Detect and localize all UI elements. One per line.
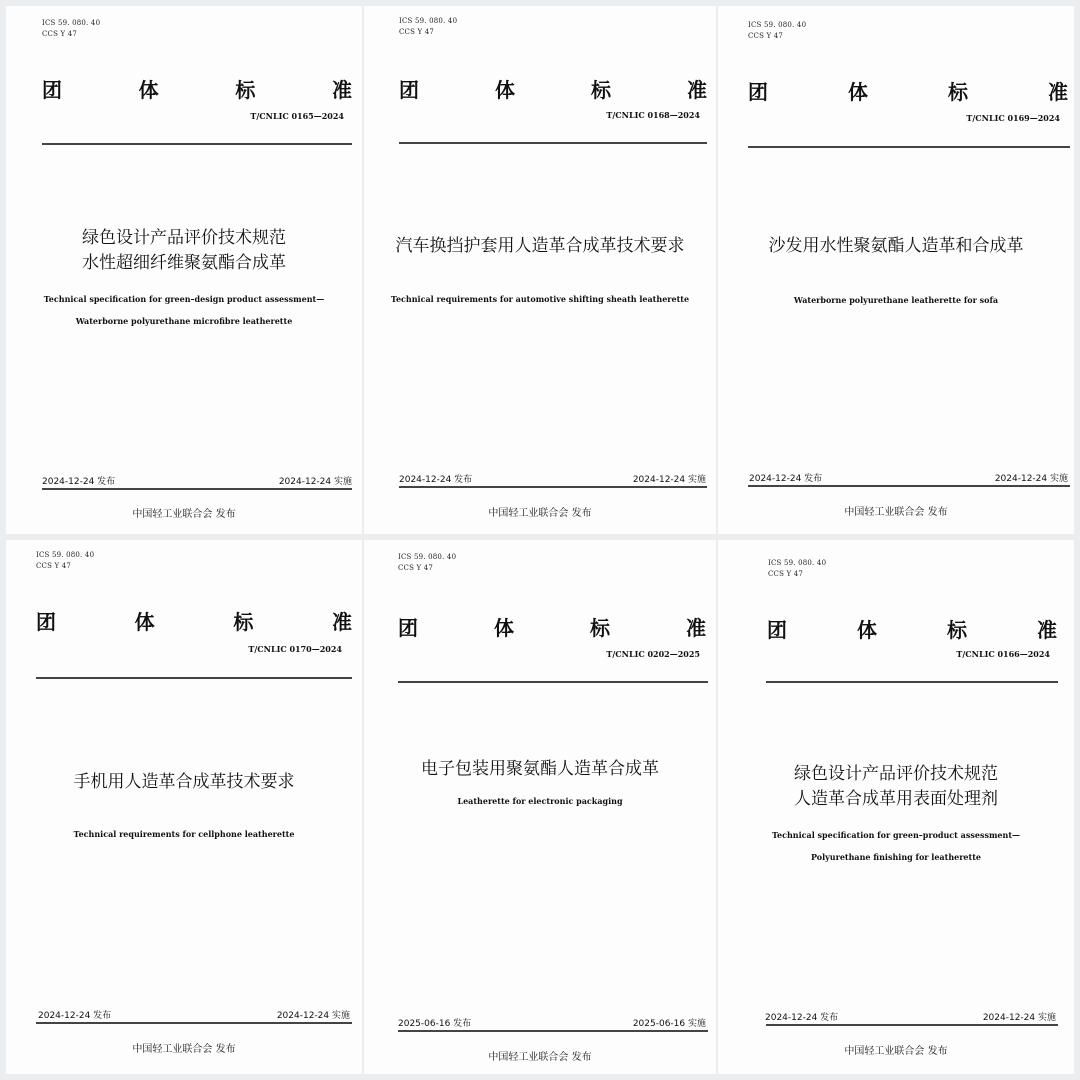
- ccs-code: CCS Y 47: [748, 32, 784, 40]
- chinese-title: 电子包装用聚氨酯人造革合成革: [421, 759, 659, 779]
- standard-cover-0169: [718, 6, 1074, 534]
- standard-number: T/CNLIC 0169—2024: [966, 113, 1060, 123]
- standard-number: T/CNLIC 0165—2024: [250, 111, 344, 121]
- ics-code: ICS 59. 080. 40: [399, 17, 458, 25]
- issuer: 中国轻工业联合会 发布: [844, 507, 948, 518]
- english-title: Technical specification for green–design product assessment— Waterborne polyurethane microfibre leatherette: [43, 294, 325, 326]
- issuer: 中国轻工业联合会 发布: [132, 1044, 236, 1055]
- group-standard-heading: 团 体 标 准: [36, 610, 352, 634]
- group-standard-heading: 团 体 标 准: [748, 80, 1068, 104]
- publish-date: 2024-12-24 发布: [399, 475, 473, 485]
- standard-cover-0168: [364, 6, 716, 534]
- header-divider: [398, 681, 708, 683]
- issuer: 中国轻工业联合会 发布: [844, 1046, 948, 1057]
- footer-divider: [399, 486, 707, 488]
- classification-codes: [768, 558, 826, 580]
- standard-cover-0165: [6, 6, 362, 534]
- issuer: 中国轻工业联合会 发布: [488, 1052, 592, 1063]
- effective-date: 2024-12-24 实施: [994, 474, 1068, 484]
- standard-number: T/CNLIC 0202—2025: [606, 649, 700, 659]
- english-title: Waterborne polyurethane leatherette for sofa: [793, 295, 999, 305]
- header-divider: [399, 142, 707, 144]
- issuer: 中国轻工业联合会 发布: [488, 508, 592, 519]
- footer-divider: [748, 485, 1070, 487]
- group-standard-heading: 团 体 标 准: [399, 78, 707, 102]
- standard-number: T/CNLIC 0170—2024: [248, 644, 342, 654]
- publish-date: 2024-12-24 发布: [749, 474, 823, 484]
- header-divider: [36, 677, 352, 679]
- ccs-code: CCS Y 47: [399, 28, 435, 36]
- english-title: Technical requirements for automotive shifting sheath leatherette: [390, 294, 690, 304]
- effective-date: 2024-12-24 实施: [632, 475, 706, 485]
- classification-codes: [399, 16, 457, 38]
- standard-cover-0170: [6, 540, 362, 1074]
- publish-date: 2024-12-24 发布: [38, 1011, 112, 1021]
- effective-date: 2024-12-24 实施: [276, 1011, 350, 1021]
- effective-date: 2024-12-24 实施: [982, 1013, 1056, 1023]
- header-divider: [748, 146, 1070, 148]
- english-title: Leatherette for electronic packaging: [457, 796, 623, 806]
- header-divider: [766, 681, 1058, 683]
- ccs-code: CCS Y 47: [42, 30, 78, 38]
- ccs-code: CCS Y 47: [768, 570, 804, 578]
- ccs-code: CCS Y 47: [398, 564, 434, 572]
- standard-cover-0202: [364, 540, 716, 1074]
- standard-number: T/CNLIC 0166—2024: [956, 649, 1050, 659]
- chinese-title: 绿色设计产品评价技术规范 水性超细纤维聚氨酯合成革: [82, 228, 286, 273]
- group-standard-heading: 团 体 标 准: [398, 616, 706, 640]
- english-title: Technical specification for green–product assessment— Polyurethane finishing for leatherette: [771, 830, 1021, 862]
- chinese-title: 绿色设计产品评价技术规范 人造革合成革用表面处理剂: [794, 764, 998, 809]
- issuer: 中国轻工业联合会 发布: [132, 509, 236, 520]
- classification-codes: [36, 550, 94, 572]
- group-standard-heading: 团 体 标 准: [767, 618, 1057, 642]
- english-title: Technical requirements for cellphone leatherette: [73, 829, 295, 839]
- classification-codes: [42, 18, 100, 40]
- classification-codes: [398, 552, 456, 574]
- ics-code: ICS 59. 080. 40: [748, 21, 807, 29]
- footer-divider: [398, 1030, 708, 1032]
- footer-divider: [766, 1024, 1058, 1026]
- chinese-title: 汽车换挡护套用人造革合成革技术要求: [395, 236, 685, 256]
- ics-code: ICS 59. 080. 40: [36, 551, 95, 559]
- publish-date: 2024-12-24 发布: [765, 1013, 839, 1023]
- effective-date: 2024-12-24 实施: [278, 477, 352, 487]
- header-divider: [42, 143, 352, 145]
- standard-number: T/CNLIC 0168—2024: [606, 110, 700, 120]
- effective-date: 2025-06-16 实施: [632, 1019, 706, 1029]
- ics-code: ICS 59. 080. 40: [768, 559, 827, 567]
- ics-code: ICS 59. 080. 40: [398, 553, 457, 561]
- group-standard-heading: 团 体 标 准: [42, 78, 352, 102]
- chinese-title: 沙发用水性聚氨酯人造革和合成革: [768, 236, 1024, 256]
- footer-divider: [36, 1022, 352, 1024]
- publish-date: 2024-12-24 发布: [42, 477, 116, 487]
- ics-code: ICS 59. 080. 40: [42, 19, 101, 27]
- standard-cover-0166: [718, 540, 1074, 1074]
- ccs-code: CCS Y 47: [36, 562, 72, 570]
- chinese-title: 手机用人造革合成革技术要求: [73, 772, 295, 792]
- footer-divider: [42, 488, 352, 490]
- publish-date: 2025-06-16 发布: [398, 1019, 472, 1029]
- classification-codes: [748, 20, 806, 42]
